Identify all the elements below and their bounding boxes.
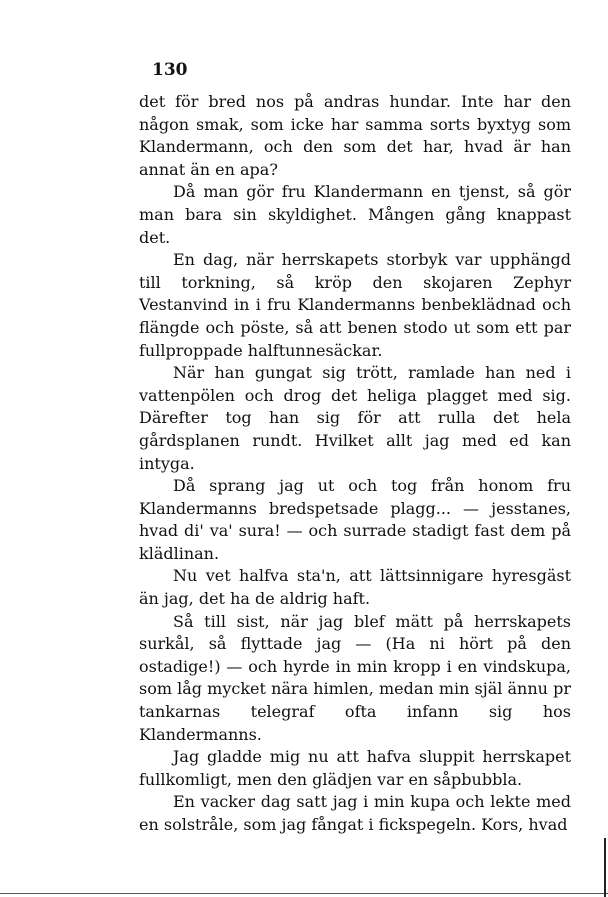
paragraph-8: Jag gladde mig nu att hafva sluppit herrskapet fullkomligt, men den glädjen var en såpbubbla. bbox=[139, 747, 571, 789]
paragraph-3: En dag, när herrskapets storbyk var upphängd till torkning, så kröp den skojaren Zephyr Vestanvind in i fru Klandermanns benbeklädnad och flängde och pöste, så att benen stodo ut som ett par fullproppade halftunnesäckar. bbox=[139, 250, 571, 360]
paragraph-4: När han gungat sig trött, ramlade han ned i vattenpölen och drog det heliga plagget med sig. Därefter tog han sig för att rulla det hela gårdsplanen rundt. Hvilket allt jag med ed kan intyga. bbox=[139, 363, 571, 473]
paragraph-6: Nu vet halfva sta'n, att lättsinnigare hyresgäst än jag, det ha de aldrig haft. bbox=[139, 566, 571, 609]
paragraph-7: Så till sist, när jag blef mätt på herrskapets surkål, så flyttade jag — (Ha ni hört på den ostadige!) — och hyrde in min kropp i en vindskupa, som låg mycket nära himlen, medan min själ ännu pr tankarnas telegraf ofta infann sig hos Klandermanns. bbox=[139, 611, 571, 744]
paragraph-9: En vacker dag satt jag i min kupa och lekte med en solstråle, som jag fångat i fickspegeln. Kors, hvad bbox=[139, 792, 571, 834]
paragraph-5: Då sprang jag ut och tog från honom fru Klandermanns bredspetsade plagg... — jesstanes, hvad di' va' sura! — och surrade stadigt fast dem på klädlinan. bbox=[139, 476, 571, 563]
paragraph-1: det för bred nos på andras hundar. Inte har den någon smak, som icke har samma sorts byxtyg som Klandermann, och den som det har, hvad är han annat än en apa? bbox=[139, 92, 571, 179]
page-right-edge bbox=[604, 838, 606, 897]
page-number: 130 bbox=[152, 60, 188, 80]
paragraph-2: Då man gör fru Klandermann en tjenst, så gör man bara sin skyldighet. Mången gång knappast det. bbox=[139, 182, 571, 247]
body-text bbox=[139, 91, 571, 837]
page-bottom-edge bbox=[0, 893, 608, 894]
